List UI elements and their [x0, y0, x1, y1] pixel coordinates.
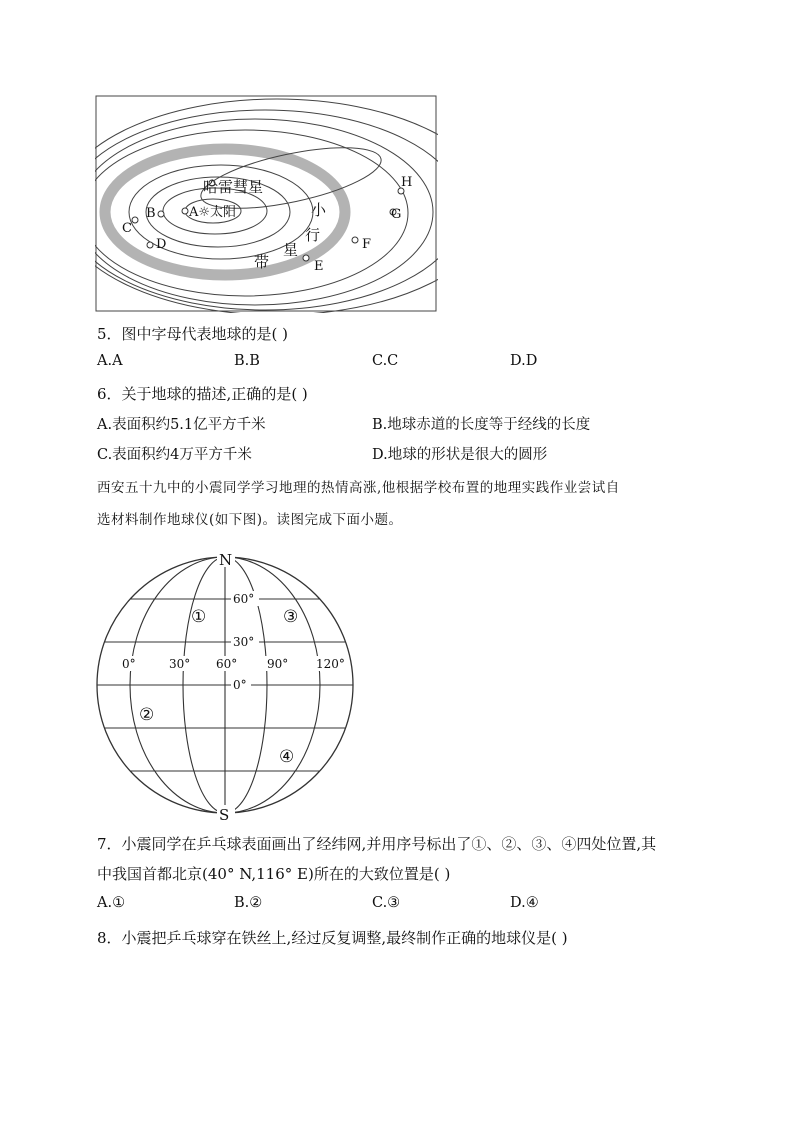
q6-option-d: D.地球的形状是很大的圆形 — [372, 447, 548, 463]
question-6-stem: 6．关于地球的描述,正确的是( ) — [97, 385, 308, 403]
q6-option-a: A.表面积约5.1亿平方千米 — [97, 417, 266, 433]
planet-A-dot — [182, 208, 188, 214]
q7-option-b: B.② — [234, 895, 263, 911]
sun-label: A☼太阳 — [189, 205, 237, 220]
question-8-stem: 8．小震把乒乓球穿在铁丝上,经过反复调整,最终制作正确的地球仪是( ) — [97, 929, 568, 947]
question-5-stem: 5．图中字母代表地球的是( ) — [97, 325, 289, 343]
lon-120-label: 120° — [316, 657, 345, 671]
lat-30-label: 30° — [233, 635, 255, 649]
solar-system-figure — [95, 95, 438, 313]
q7-option-a: A.① — [97, 895, 126, 911]
position-marker-1: ① — [191, 607, 207, 627]
belt-char-1: 小 — [311, 201, 327, 219]
position-marker-2: ② — [139, 705, 155, 725]
figure-frame — [96, 96, 436, 311]
lat-60-label: 60° — [233, 592, 255, 606]
planet-E-label: E — [314, 259, 324, 274]
q5-option-d: D.D — [510, 353, 538, 369]
q7-option-c: C.③ — [372, 895, 401, 911]
planet-C-label: C — [122, 221, 132, 236]
lon-90-label: 90° — [267, 657, 289, 671]
planet-B-dot — [158, 211, 164, 217]
position-marker-4: ④ — [279, 747, 295, 767]
north-pole-label: N — [219, 551, 233, 569]
position-marker-3: ③ — [283, 607, 299, 627]
planet-F-dot — [352, 237, 358, 243]
planet-D-label: D — [156, 237, 167, 252]
planet-D-dot — [147, 242, 153, 248]
lon-0-label: 0° — [122, 657, 136, 671]
south-pole-label: S — [219, 806, 230, 822]
question-7-line-2: 中我国首都北京(40° N,116° E)所在的大致位置是( ) — [97, 865, 451, 883]
q5-option-c: C.C — [372, 353, 399, 369]
belt-char-3: 星 — [283, 241, 299, 259]
passage-line-1: 西安五十九中的小震同学学习地理的热情高涨,他根据学校布置的地理实践作业尝试自 — [97, 480, 620, 496]
comet-label: 哈雷彗星 — [203, 178, 264, 196]
belt-char-4: 带 — [254, 253, 270, 271]
q5-option-a: A.A — [97, 353, 123, 369]
planet-H-label: H — [401, 175, 413, 190]
planet-E-dot — [303, 255, 309, 261]
planet-C-dot — [132, 217, 138, 223]
lon-60-label: 60° — [216, 657, 238, 671]
passage-line-2: 选材料制作地球仪(如下图)。读图完成下面小题。 — [97, 512, 403, 528]
q7-option-d: D.④ — [510, 895, 539, 911]
q6-option-c: C.表面积约4万平方千米 — [97, 447, 252, 463]
belt-char-2: 行 — [305, 226, 321, 244]
planet-F-label: F — [362, 237, 372, 252]
lat-0-label: 0° — [233, 678, 247, 692]
q5-option-b: B.B — [234, 353, 260, 369]
question-7-line-1: 7．小震同学在乒乓球表面画出了经纬网,并用序号标出了①、②、③、④四处位置,其 — [97, 835, 657, 853]
globe-figure — [90, 550, 362, 822]
lon-30-label: 30° — [169, 657, 191, 671]
q6-option-b: B.地球赤道的长度等于经线的长度 — [372, 417, 591, 433]
planet-G-label: G — [391, 207, 402, 222]
planet-B-label: B — [146, 206, 156, 221]
